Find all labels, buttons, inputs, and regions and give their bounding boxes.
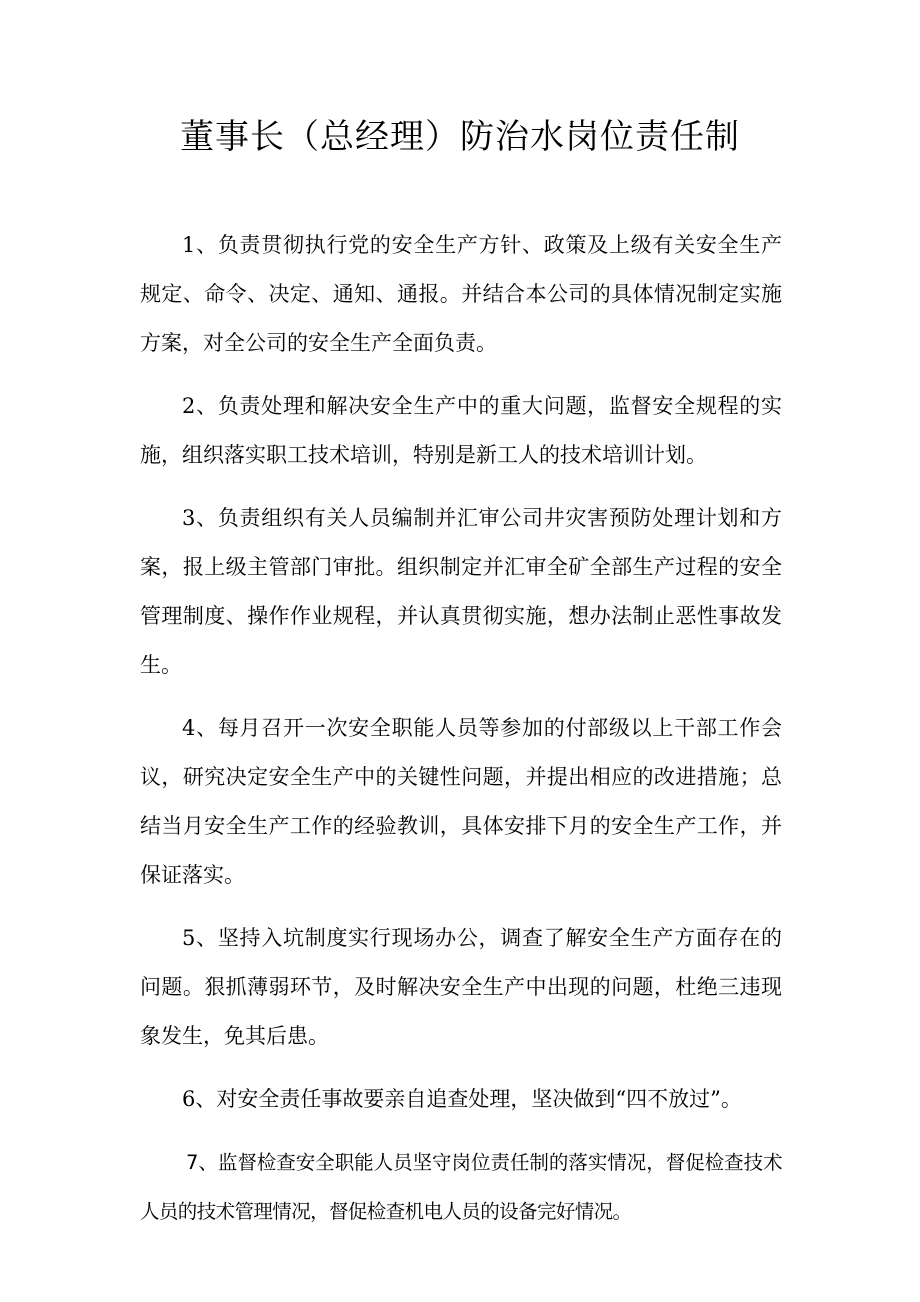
document-title: 董事长（总经理）防治水岗位责任制 [180, 117, 740, 157]
paragraph-4: 4、每月召开一次安全职能人员等参加的付部级以上干部工作会议，研究决定安全生产中的关键性问题，并提出相应的改进措施；总结当月安全生产工作的经验教训，具体安排下月的安全生产工作，并保证落实。 [140, 716, 782, 887]
paragraph-3: 3、负责组织有关人员编制并汇审公司井灾害预防处理计划和方案，报上级主管部门审批。组织制定并汇审全矿全部生产过程的安全管理制度、操作作业规程，并认真贯彻实施，想办法制止恶性事故发生。 [140, 506, 782, 677]
paragraph-6: 6、对安全责任事故要亲自追查处理，坚决做到“四不放过”。 [182, 1087, 742, 1111]
paragraph-2: 2、负责处理和解决安全生产中的重大问题，监督安全规程的实施，组织落实职工技术培训，特别是新工人的技术培训计划。 [140, 394, 782, 467]
paragraph-7: 7、监督检查安全职能人员坚守岗位责任制的落实情况，督促检查技术人员的技术管理情况，督促检查机电人员的设备完好情况。 [140, 1151, 782, 1223]
document-body [140, 221, 782, 1250]
paragraph-5: 5、坚持入坑制度实行现场办公，调查了解安全生产方面存在的问题。狠抓薄弱环节，及时解决安全生产中出现的问题，杜绝三违现象发生，免其后患。 [140, 926, 782, 1048]
paragraph-1: 1、负责贯彻执行党的安全生产方针、政策及上级有关安全生产规定、命令、决定、通知、通报。并结合本公司的具体情况制定实施方案，对全公司的安全生产全面负责。 [140, 233, 782, 355]
